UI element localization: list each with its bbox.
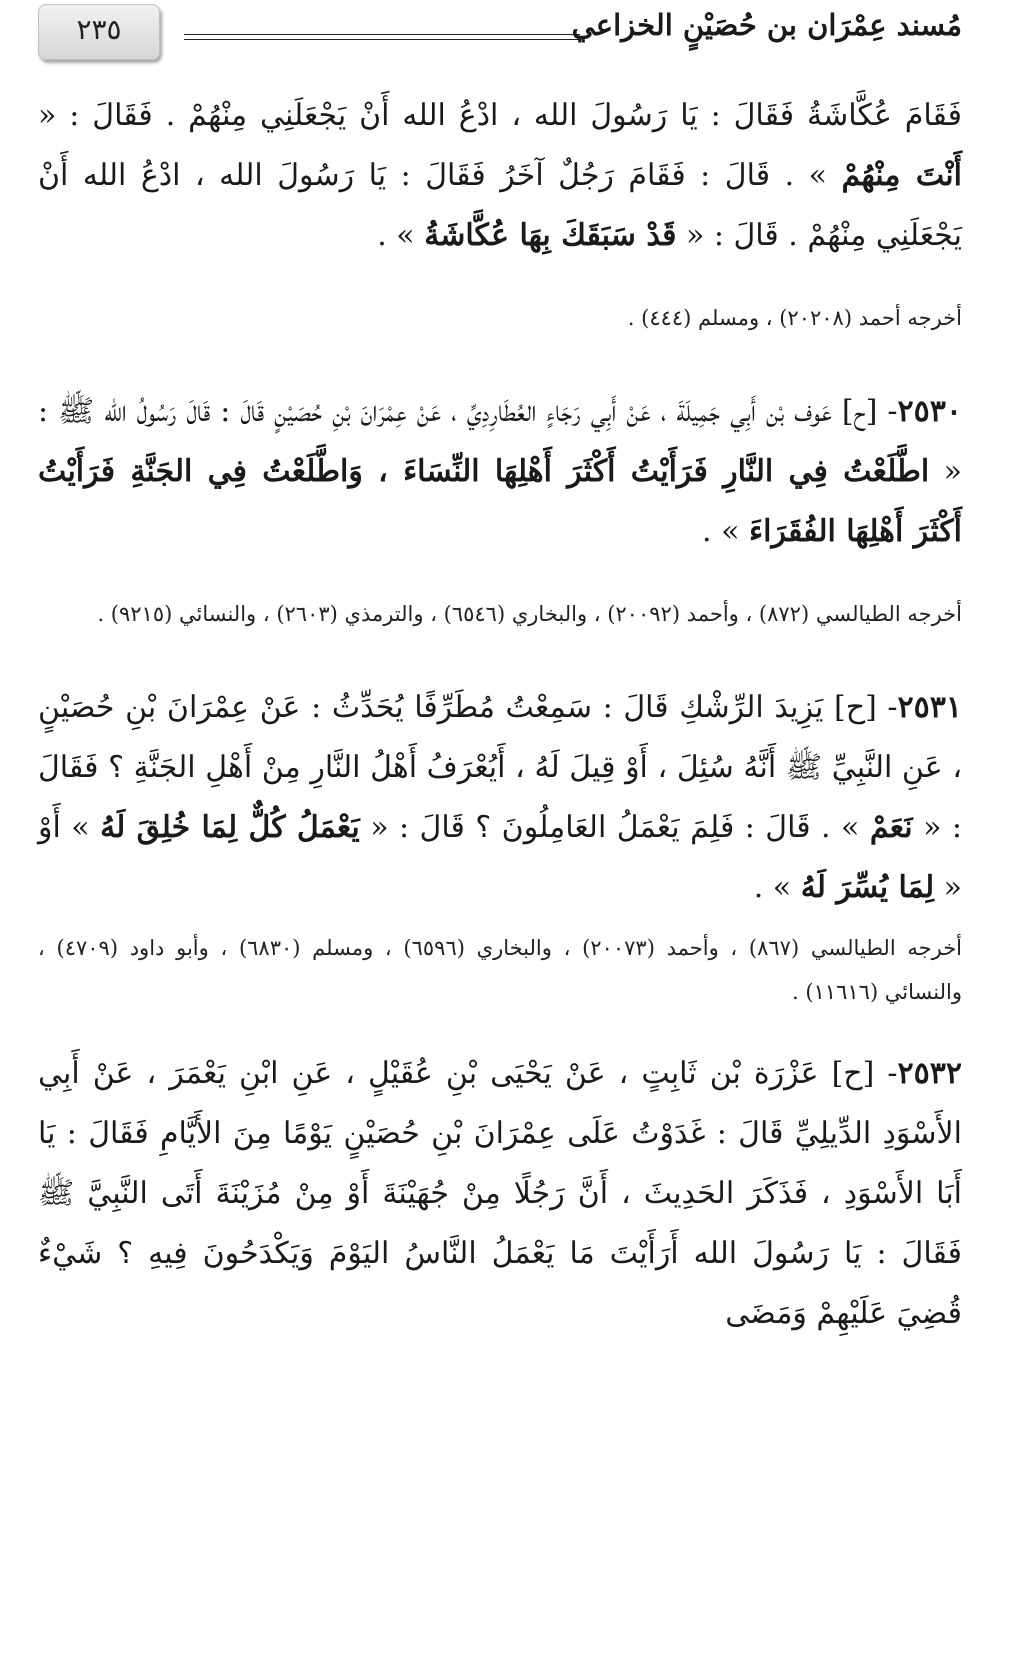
prophetic-text: أَنْتَ مِنْهُمْ [841, 158, 962, 193]
prophetic-text: نَعَمْ [869, 810, 913, 845]
page-content [38, 86, 962, 1344]
narration-text: » أَوْ « [38, 810, 962, 905]
narration-text: فَقَامَ عُكَّاشَةُ فَقَالَ : يَا رَسُولَ الله ، ادْعُ الله أَنْ يَجْعَلَنِي مِنْهُمْ . فَقَالَ : « [38, 98, 962, 133]
narration-text: » . [377, 218, 425, 253]
narration-text: » . [702, 514, 749, 549]
header-rule [184, 34, 580, 40]
prophetic-text: لِمَا يُسِّرَ لَهُ [800, 870, 935, 905]
narration-text: - [ح] عَزْرَة بْن ثَابِتٍ ، عَنْ يَحْيَى بْنِ عُقَيْلٍ ، عَنِ ابْنِ يَعْمَرَ ، عَنْ أَبِي الأَسْوَدِ الدِّيلِيِّ قَالَ : غَدَوْتُ عَلَى عِمْرَانَ بْنِ حُصَيْنٍ يَوْمًا مِنَ الأَيَّامِ فَقَالَ : يَا أَبَا الأَسْوَدِ ، فَذَكَرَ الحَدِيثَ ، أَنَّ رَجُلًا مِنْ جُهَيْنَةَ أَوْ مِنْ مُزَيْنَةَ أَتَى النَّبِيَّ ﷺ فَقَالَ : يَا رَسُولَ الله أَرَأَيْتَ مَا يَعْمَلُ النَّاسُ اليَوْمَ وَيَكْدَحُونَ فِيهِ ؟ شَيْءٌ قُضِيَ عَلَيْهِمْ وَمَضَى [38, 1056, 962, 1331]
narration-text: » . [753, 870, 801, 905]
narration-text: » . قَالَ : فَلِمَ يَعْمَلُ العَامِلُونَ ؟ قَالَ : « [359, 810, 870, 845]
hadith-number: ٢٥٣١ [897, 690, 962, 725]
spacer [38, 636, 962, 678]
narration-text: - [ح] عَوف بْن أَبِي جَمِيلَةَ ، عَنْ أَبِي رَجَاءٍ العُطَارِدِيِّ ، عَنْ عِمْرَانَ بْنِ حُصَيْنٍ قَالَ : قَالَ رَسُولُ الله ﷺ : « [38, 394, 963, 489]
page-number-tab: ٢٣٥ [38, 4, 160, 60]
hadith-number: ٢٥٣٢ [897, 1056, 962, 1091]
spacer [38, 918, 962, 926]
spacer [38, 340, 962, 382]
takhrij-note: أخرجه الطيالسي (٨٦٧) ، وأحمد (٢٠٠٧٣) ، والبخاري (٦٥٩٦) ، ومسلم (٦٨٣٠) ، وأبو داود (٤٧٠٩) ، والنسائي (١١٦١٦) . [38, 936, 963, 1004]
hadith-number: ٢٥٣٠ [897, 394, 962, 429]
spacer [38, 1014, 962, 1044]
running-title: مُسند عِمْرَان بن حُصَيْنٍ الخزاعي [571, 8, 962, 42]
narration-text: - [ح] يَزِيدَ الرِّشْكِ قَالَ : سَمِعْتُ مُطَرِّفًا يُحَدِّثُ : عَنْ عِمْرَانَ بْنِ حُصَيْنٍ ، عَنِ النَّبِيِّ ﷺ أَنَّهُ سُئِلَ ، أَوْ قِيلَ لَهُ ، أَيُعْرَفُ أَهْلُ النَّارِ مِنْ أَهْلِ الجَنَّةِ ؟ فَقَالَ : « [38, 690, 962, 845]
hadith-paragraph [38, 678, 962, 918]
hadith-paragraph [38, 1044, 962, 1344]
page-header [0, 0, 1010, 80]
narration-text: » . قَالَ : فَقَامَ رَجُلٌ آخَرُ فَقَالَ : يَا رَسُولَ الله ، ادْعُ الله أَنْ يَجْعَلَنِي مِنْهُمْ . قَالَ : « [38, 158, 962, 253]
prophetic-text: يَعْمَلُ كُلٌّ لِمَا خُلِقَ لَهُ [100, 810, 360, 845]
spacer [38, 266, 962, 296]
prophetic-text: اطَّلَعْتُ فِي النَّارِ فَرَأَيْتُ أَكْثَرَ أَهْلِهَا النِّسَاءَ ، وَاطَّلَعْتُ فِي الجَنَّةِ فَرَأَيْتُ أَكْثَرَ أَهْلِهَا الفُقَرَاءَ [38, 454, 962, 549]
hadith-paragraph [38, 86, 962, 266]
takhrij-note: أخرجه الطيالسي (٨٧٢) ، وأحمد (٢٠٠٩٢) ، والبخاري (٦٥٤٦) ، والترمذي (٢٦٠٣) ، والنسائي (٩٢١٥) . [97, 602, 962, 626]
hadith-paragraph [38, 382, 962, 562]
prophetic-text: قَدْ سَبَقَكَ بِهَا عُكَّاشَةُ [424, 218, 677, 253]
takhrij-note: أخرجه أحمد (٢٠٢٠٨) ، ومسلم (٤٤٤) . [627, 306, 962, 330]
spacer [38, 562, 962, 592]
